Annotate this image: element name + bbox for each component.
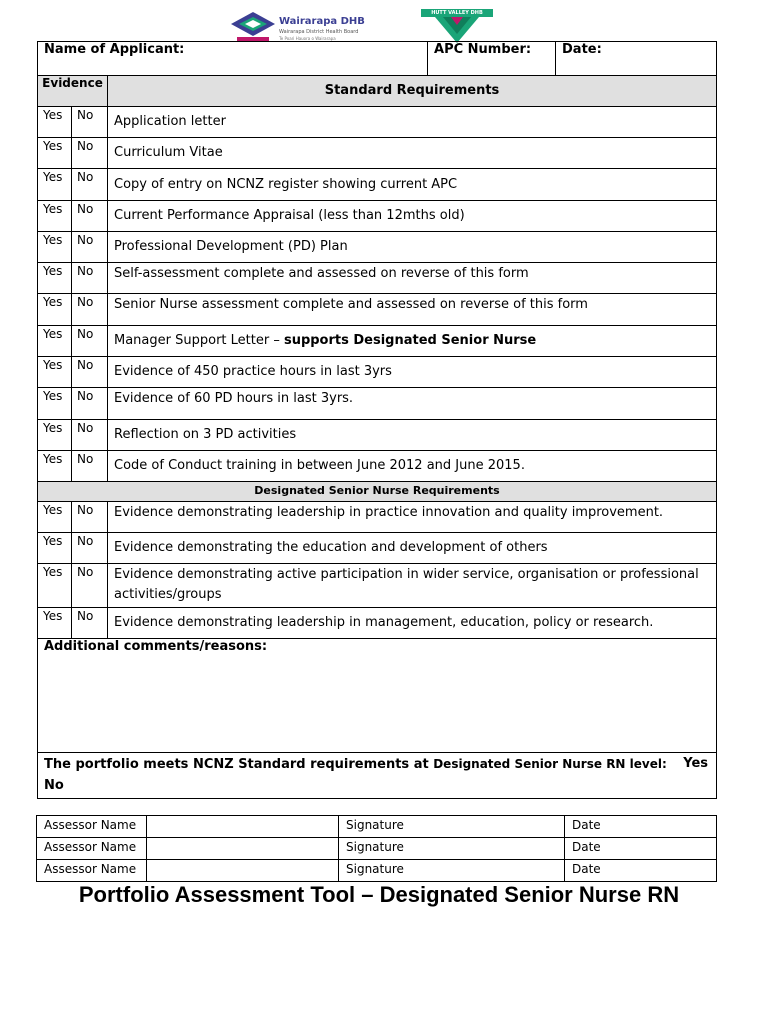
requirement-text: Evidence demonstrating leadership in management, education, policy or research. [108,608,717,639]
requirement-text: Evidence demonstrating active participation in wider service, organisation or professional activities/groups [108,564,717,608]
designated-requirement-row [38,608,717,639]
no-checkbox[interactable]: No [72,294,108,326]
yes-checkbox[interactable]: Yes [38,564,72,608]
no-checkbox[interactable]: No [72,564,108,608]
requirement-row [38,357,717,388]
designated-requirement-row [38,564,717,608]
no-checkbox[interactable]: No [72,451,108,482]
requirement-text: Evidence of 450 practice hours in last 3yrs [108,357,717,388]
designated-requirement-row [38,533,717,564]
wairarapa-logo-subtitle: Wairarapa District Health Board [279,29,359,35]
assessor-name-label: Assessor Name [37,816,147,838]
requirement-text: Copy of entry on NCNZ register showing current APC [108,169,717,201]
comments-row [38,639,717,753]
no-checkbox[interactable]: No [72,169,108,201]
requirement-text: Application letter [108,107,717,138]
no-checkbox[interactable]: No [72,263,108,294]
wairarapa-dhb-logo [229,10,365,44]
no-checkbox[interactable]: No [72,388,108,420]
final-statement-level: Designated Senior Nurse RN level: [433,757,667,771]
yes-checkbox[interactable]: Yes [38,533,72,564]
column-header-row [38,76,717,107]
requirement-row [38,326,717,357]
final-statement [38,753,717,799]
assessor-name-field[interactable] [147,860,339,882]
yes-checkbox[interactable]: Yes [38,201,72,232]
requirements-table [37,41,717,799]
requirement-text: Self-assessment complete and assessed on reverse of this form [108,263,717,294]
requirement-row [38,107,717,138]
applicant-name-label: Name of Applicant: [44,42,185,57]
requirement-text: Reflection on 3 PD activities [108,420,717,451]
assessor-row [37,838,717,860]
manager-letter-text: Manager Support Letter – [114,333,284,348]
requirement-row [38,138,717,169]
no-checkbox[interactable]: No [72,138,108,169]
yes-checkbox[interactable]: Yes [38,263,72,294]
date-label: Date: [562,42,602,57]
no-checkbox[interactable]: No [72,533,108,564]
yes-checkbox[interactable]: Yes [38,107,72,138]
evidence-header: Evidence [38,76,108,107]
requirement-row [38,388,717,420]
yes-checkbox[interactable]: Yes [38,138,72,169]
assessor-row [37,860,717,882]
yes-checkbox[interactable]: Yes [38,357,72,388]
assessor-row [37,816,717,838]
hutt-emblem-icon [421,17,493,43]
requirement-row [38,451,717,482]
wairarapa-emblem-icon [229,10,277,44]
manager-letter-emphasis: supports Designated Senior Nurse [283,333,537,348]
requirement-row [38,263,717,294]
header-row [38,42,717,76]
no-checkbox[interactable]: No [72,326,108,357]
no-checkbox[interactable]: No [72,420,108,451]
requirement-row [38,169,717,201]
assessor-signature-field[interactable]: Signature [339,860,565,882]
yes-checkbox[interactable]: Yes [38,169,72,201]
comments-field[interactable] [38,639,717,753]
apc-number-field[interactable] [428,42,556,76]
yes-checkbox[interactable]: Yes [38,232,72,263]
yes-checkbox[interactable]: Yes [38,294,72,326]
yes-checkbox[interactable]: Yes [38,451,72,482]
requirement-text: Current Performance Appraisal (less than 12mths old) [108,201,717,232]
designated-section-title: Designated Senior Nurse Requirements [38,482,717,502]
applicant-name-field[interactable] [38,42,428,76]
requirement-row [38,294,717,326]
yes-checkbox[interactable]: Yes [38,502,72,533]
no-checkbox[interactable]: No [72,502,108,533]
wairarapa-logo-name: Wairarapa DHB [279,16,365,27]
requirement-text: Curriculum Vitae [108,138,717,169]
assessor-date-field[interactable]: Date [565,860,717,882]
apc-number-label: APC Number: [434,42,532,57]
assessor-table [36,815,717,882]
assessor-name-field[interactable] [147,816,339,838]
hutt-valley-dhb-logo [421,9,493,43]
no-checkbox[interactable]: No [72,107,108,138]
requirement-row [38,420,717,451]
assessor-date-field[interactable]: Date [565,816,717,838]
requirement-text: Senior Nurse assessment complete and assessed on reverse of this form [108,294,717,326]
designated-section-header-row [38,482,717,502]
no-checkbox[interactable]: No [72,608,108,639]
requirement-text: Professional Development (PD) Plan [108,232,717,263]
date-field[interactable] [556,42,717,76]
final-yes-option[interactable]: Yes [683,756,709,771]
yes-checkbox[interactable]: Yes [38,326,72,357]
yes-checkbox[interactable]: Yes [38,608,72,639]
assessor-name-label: Assessor Name [37,860,147,882]
requirement-text [108,326,717,357]
yes-checkbox[interactable]: Yes [38,420,72,451]
requirement-text: Evidence demonstrating leadership in practice innovation and quality improvement. [108,502,717,533]
assessor-date-field[interactable]: Date [565,838,717,860]
designated-requirement-row [38,502,717,533]
assessor-name-label: Assessor Name [37,838,147,860]
requirement-row [38,232,717,263]
comments-label: Additional comments/reasons: [44,639,268,654]
standard-requirements-header: Standard Requirements [108,76,717,107]
no-checkbox[interactable]: No [72,232,108,263]
requirement-text: Evidence of 60 PD hours in last 3yrs. [108,388,717,420]
yes-checkbox[interactable]: Yes [38,388,72,420]
assessor-name-field[interactable] [147,838,339,860]
wairarapa-logo-tagline: Te Poari Hauora o Wairarapa [279,36,336,41]
assessor-signature-field[interactable]: Signature [339,838,565,860]
requirement-text: Evidence demonstrating the education and development of others [108,533,717,564]
assessor-signature-field[interactable]: Signature [339,816,565,838]
final-no-option[interactable]: No [44,778,64,793]
final-statement-row [38,753,717,799]
document-title: Portfolio Assessment Tool – Designated Senior Nurse RN [78,882,680,907]
final-statement-text: The portfolio meets NCNZ Standard requirements at [44,757,429,772]
requirement-text: Code of Conduct training in between June 2012 and June 2015. [108,451,717,482]
no-checkbox[interactable]: No [72,357,108,388]
requirement-row [38,201,717,232]
hutt-logo-name: HUTT VALLEY DHB [421,9,493,17]
no-checkbox[interactable]: No [72,201,108,232]
